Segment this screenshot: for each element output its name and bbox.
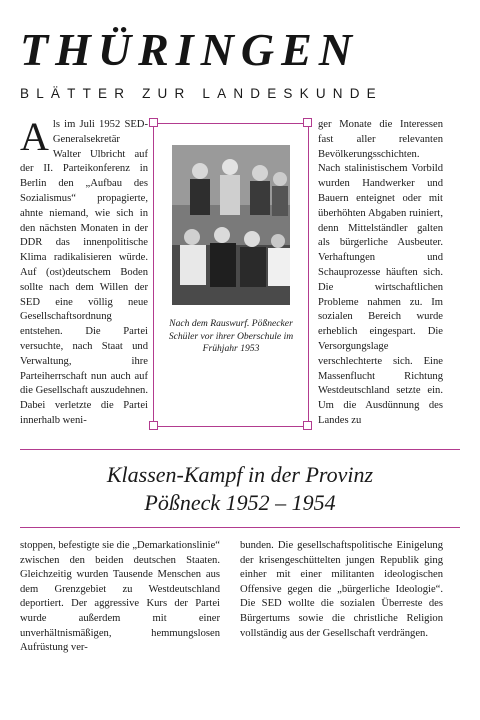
photo-caption: Nach dem Rauswurf. Pößnecker Schüler vor ihrer Oberschule im Frühjahr 1953 [168,318,294,354]
journal-subtitle: BLÄTTER ZUR LANDESKUNDE [20,86,383,101]
intro-right-text: ger Monate die Interessen fast aller relevanten Bevölkerungsschichten. Nach stalinistischem Vorbild wurden Handwerker und Bauern enteignet oder mit überhöhten Abgaben ruiniert, denn Mittelständler galten als bürgerliche Ausbeuter. Verhaftungen und Schauprozesse häuften sich. Die wirtschaftlichen Probleme nahmen zu. Im sozialen Bereich wurde erheblich eingespart. Die Versorgungslage verschlechterte sich. Eine Massenflucht Richtung Westdeutschland setzte ein. Um die Ausdünnung des Landes zu [318,119,443,426]
frame-line-top [153,123,308,124]
intro-column-left [20,118,148,430]
group-photo [172,145,290,305]
headline-line-1: Klassen-Kampf in der Provinz [106,462,374,487]
article-headline [20,461,460,517]
frame-corner [149,421,158,430]
body-column-left [20,539,220,656]
frame-line-right [308,118,309,430]
headline-line-2: Pößneck 1952 – 1954 [144,490,336,515]
journal-title: THÜRINGEN [20,24,360,75]
body-left-text: stoppen, befestigte sie die „Demarkationslinie“ zwischen den beiden deutschen Staaten. Gleichzeitig wurden Tausende Menschen aus dem Grenzgebiet zu Westdeutschland deportiert. Der aggressive Kurs der Partei wurde außerdem mit einer unverhältnismäßigen, hemmungslosen Aufrüstung ver- [20,540,220,654]
frame-corner [303,421,312,430]
group-photo-illustration [172,145,290,305]
frame-corner [149,118,158,127]
body-column-right [240,539,443,641]
masthead [20,26,460,101]
drop-cap: A [20,118,49,159]
intro-column-right [318,118,443,430]
frame-corner [303,118,312,127]
intro-left-text: ls im Juli 1952 SED-Generalsekretär Walter Ulbricht auf der II. Parteikonferenz in Berlin den „Aufbau des Sozialismus“ propagierte, ahnte niemand, wie sich in den nächsten Monaten in der DDR das innenpolitische Klima radikalisieren würde. Auf (ost)deutschem Boden sollte nach dem Willen der SED eine völlig neue Gesellschaftsordnung entstehen. Die Partei versuchte, nach Staat und Verwaltung, ihre Parteiherrschaft nun auch auf die Gesellschaft auszudehnen. Dabei verletzte die Partei innerhalb weni- [20,119,148,426]
frame-line-left [153,118,154,430]
frame-line-bottom [153,426,308,427]
body-right-text: bunden. Die gesellschaftspolitische Einigelung der krisengeschüttelten jungen Republik ging einher mit einer militanten ideologischen Offensive gegen die „bürgerliche Ideologie“. Die SED wollte die sozialen Überreste des Bürgertums sowie die christliche Religion vollständig aus der Gesellschaft verdrängen. [240,540,443,639]
rule-bottom [20,527,460,528]
rule-top [20,449,460,450]
